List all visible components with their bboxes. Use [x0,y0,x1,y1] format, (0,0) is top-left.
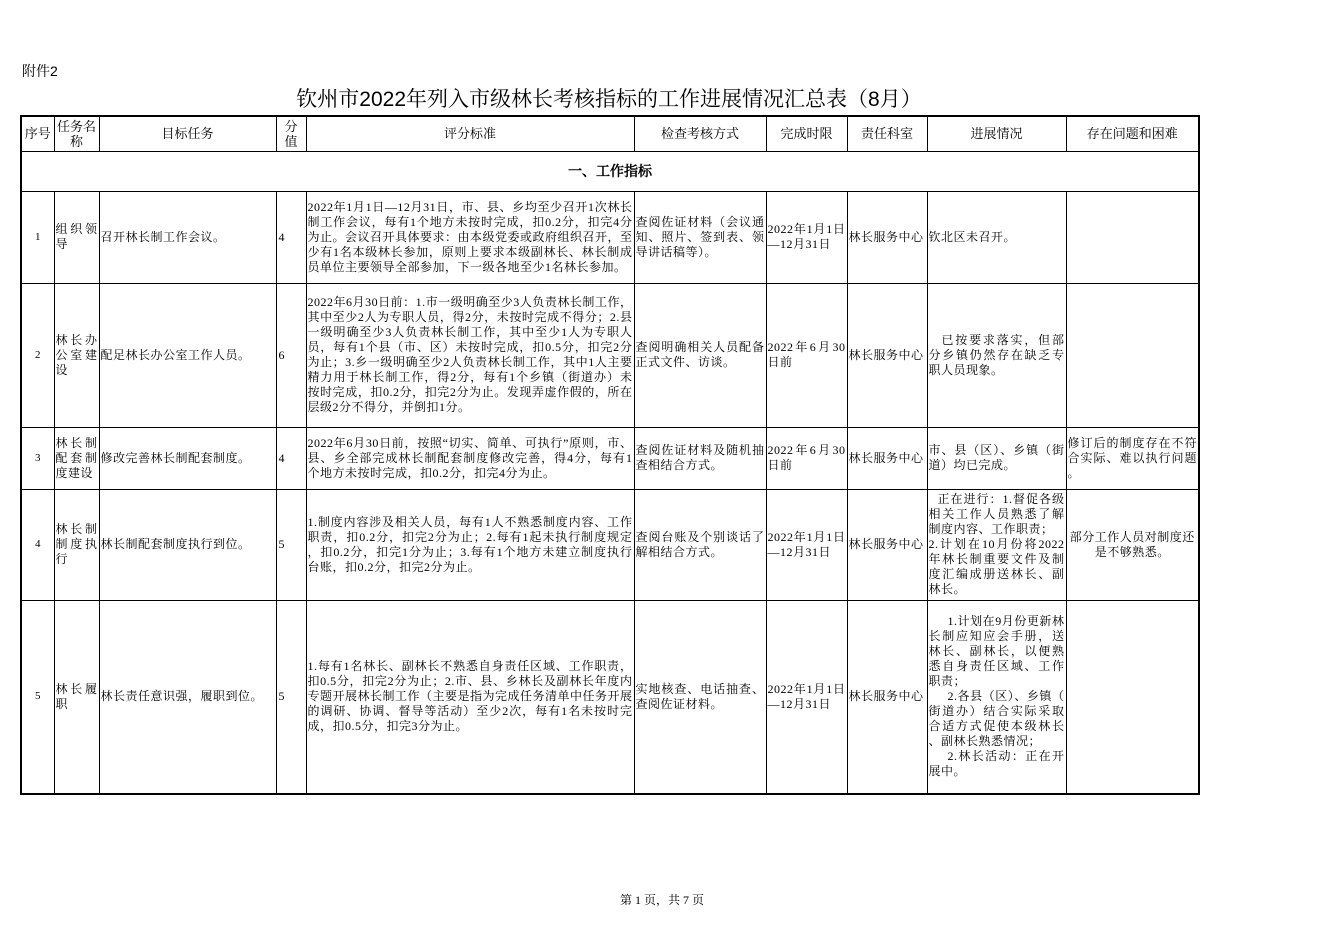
table-row [21,191,1199,283]
score-cell: 6 [276,283,306,427]
table-row [21,600,1199,794]
seq-cell: 4 [21,489,54,600]
score-cell: 4 [276,191,306,283]
issues-cell [1066,600,1199,794]
deadline-cell: 2022年6月30日前 [766,283,847,427]
seq-cell: 2 [21,283,54,427]
table-row [21,427,1199,489]
target-cell: 林长责任意识强，履职到位。 [99,600,276,794]
section-row [21,151,1199,191]
issues-cell [1066,191,1199,283]
deadline-cell: 2022年1月1日—12月31日 [766,600,847,794]
seq-cell: 1 [21,191,54,283]
progress-paragraph: 2.计划在10月份将2022年林长制重要文件及制度汇编成册送林长、副林长。 [928,537,1065,596]
score-cell: 5 [276,489,306,600]
section-title: 一、工作指标 [21,151,1199,191]
criteria-cell: 1.制度内容涉及相关人员，每有1人不熟悉制度内容、工作职责，扣0.2分，扣完2分为止；2.每有1起未执行制度规定，扣0.2分，扣完1分为止；3.每有1个地方未建立制度执行台账，扣0.2分，扣完2分为止。 [306,489,634,600]
task-name-cell: 林长制配套制度建设 [54,427,99,489]
header-issues: 存在问题和困难 [1066,116,1199,151]
method-cell: 查阅台账及个别谈话了解相结合方式。 [634,489,766,600]
dept-cell: 林长服务中心 [847,489,927,600]
progress-cell [927,283,1066,427]
target-cell: 召开林长制工作会议。 [99,191,276,283]
progress-paragraph: 1.计划在9月份更新林长制应知应会手册，送林长、副林长，以便熟悉自身责任区域、工作职责； [928,614,1065,689]
progress-paragraph: 正在进行：1.督促各级相关工作人员熟悉了解制度内容、工作职责； [928,492,1065,536]
issues-cell: 部分工作人员对制度还是不够熟悉。 [1066,489,1199,600]
header-progress: 进展情况 [927,116,1066,151]
issues-cell: 修订后的制度存在不符合实际、难以执行问题。 [1066,427,1199,489]
criteria-cell: 2022年1月1日—12月31日，市、县、乡均至少召开1次林长制工作会议，每有1个地方未按时完成，扣0.2分，扣完4分为止。会议召开具体要求：由本级党委或政府组织召开，至少有1名本级林长参加，原则上要求本级副林长、林长制成员单位主要领导全部参加，下一级各地至少1名林长参加。 [306,191,634,283]
progress-paragraph: 市、县（区）、乡镇（街道）均已完成。 [928,443,1065,472]
task-name-cell: 林长制制度执行 [54,489,99,600]
dept-cell: 林长服务中心 [847,427,927,489]
score-cell: 4 [276,427,306,489]
header-target: 目标任务 [99,116,276,151]
seq-cell: 5 [21,600,54,794]
header-dept: 责任科室 [847,116,927,151]
header-method: 检查考核方式 [634,116,766,151]
header-seq: 序号 [21,116,54,151]
score-cell: 5 [276,600,306,794]
issues-cell [1066,283,1199,427]
target-cell: 修改完善林长制配套制度。 [99,427,276,489]
table-row [21,489,1199,600]
page-number: 第 1 页，共 7 页 [619,893,704,907]
progress-paragraph: 2.各县（区）、乡镇（街道办）结合实际采取合适方式促使本级林长、副林长熟悉情况； [928,689,1065,749]
progress-paragraph: 已按要求落实，但部分乡镇仍然存在缺乏专职人员现象。 [928,332,1065,377]
page-title: 钦州市2022年列入市级林长考核指标的工作进展情况汇总表（8月） [296,88,922,111]
progress-cell [927,191,1066,283]
target-cell: 林长制配套制度执行到位。 [99,489,276,600]
deadline-cell: 2022年1月1日—12月31日 [766,191,847,283]
header-criteria: 评分标准 [306,116,634,151]
progress-paragraph: 2.林长活动：正在开展中。 [928,749,1065,779]
progress-cell [927,489,1066,600]
header-deadline: 完成时限 [766,116,847,151]
table-row [21,283,1199,427]
header-task-name: 任务名称 [54,116,99,151]
deadline-cell: 2022年1月1日—12月31日 [766,489,847,600]
attachment-label: 附件2 [22,63,58,79]
method-cell: 查阅明确相关人员配备正式文件、访谈。 [634,283,766,427]
header-score: 分值 [276,116,306,151]
method-cell: 查阅佐证材料（会议通知、照片、签到表、领导讲话稿等）。 [634,191,766,283]
method-cell: 查阅佐证材料及随机抽查相结合方式。 [634,427,766,489]
progress-paragraph: 钦北区未召开。 [928,229,1017,244]
task-name-cell: 林长办公室建设 [54,283,99,427]
dept-cell: 林长服务中心 [847,600,927,794]
header-row [21,116,1199,151]
dept-cell: 林长服务中心 [847,283,927,427]
method-cell: 实地核查、电话抽查、查阅佐证材料。 [634,600,766,794]
task-name-cell: 林长履职 [54,600,99,794]
seq-cell: 3 [21,427,54,489]
progress-cell [927,427,1066,489]
target-cell: 配足林长办公室工作人员。 [99,283,276,427]
dept-cell: 林长服务中心 [847,191,927,283]
task-name-cell: 组织领导 [54,191,99,283]
summary-table [20,115,1200,795]
progress-cell [927,600,1066,794]
criteria-cell: 1.每有1名林长、副林长不熟悉自身责任区域、工作职责，扣0.5分，扣完2分为止；2.市、县、乡林长及副林长年度内专题开展林长制工作（主要是指为完成任务清单中任务开展的调研、协调、督导等活动）至少2次，每有1名未按时完成，扣0.5分，扣完3分为止。 [306,600,634,794]
deadline-cell: 2022年6月30日前 [766,427,847,489]
criteria-cell: 2022年6月30日前：1.市一级明确至少3人负责林长制工作，其中至少2人为专职人员，得2分，未按时完成不得分；2.县一级明确至少3人负责林长制工作，其中至少1人为专职人员，每有1个县（市、区）未按时完成，扣0.5分，扣完2分为止；3.乡一级明确至少2人负责林长制工作，其中1人主要精力用于林长制工作，得2分，每有1个乡镇（街道办）未按时完成，扣0.2分，扣完2分为止。发现弄虚作假的，所在层级2分不得分，并倒扣1分。 [306,283,634,427]
criteria-cell: 2022年6月30日前，按照“切实、简单、可执行”原则，市、县、乡全部完成林长制配套制度修改完善，得4分，每有1个地方未按时完成，扣0.2分，扣完4分为止。 [306,427,634,489]
